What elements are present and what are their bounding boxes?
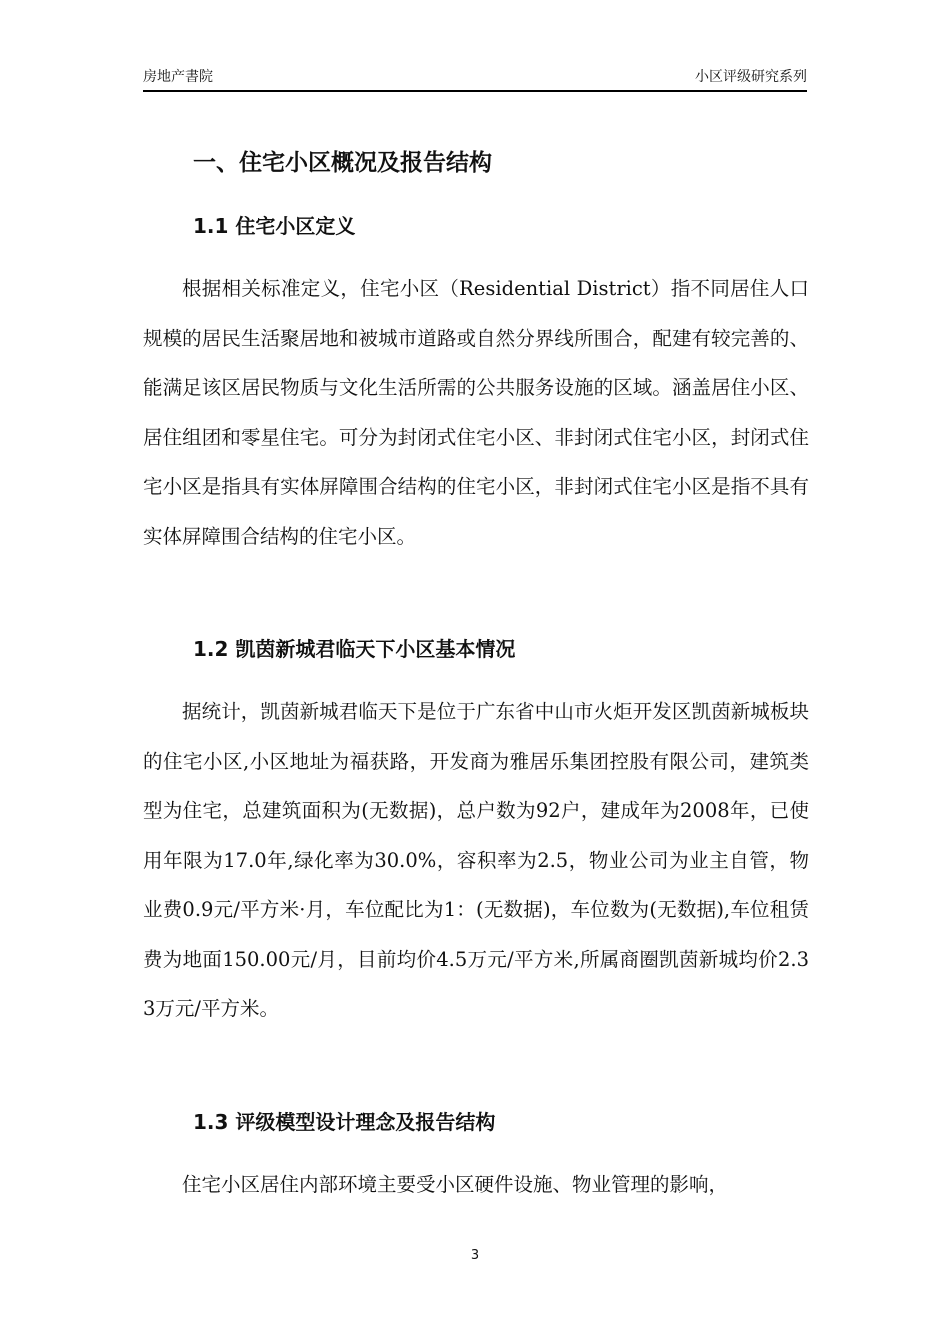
- model-design-paragraph: 住宅小区居住内部环境主要受小区硬件设施、物业管理的影响，: [182, 1173, 729, 1196]
- definition-paragraph: 根据相关标准定义，住宅小区（Residential District）指不同居住人口规模的居民生活聚居地和被城市道路或自然分界线所围合，配建有较完善的、能满足该区居民物质与文化生活所需的公共服务设施的区域。涵盖居住小区、居住组团和零星住宅。可分为封闭式住宅小区、非封闭式住宅小区，封闭式住宅小区是指具有实体屏障围合结构的住宅小区，非封闭式住宅小区是指不具有实体屏障围合结构的住宅小区。: [143, 277, 809, 548]
- section-heading: 一、住宅小区概况及报告结构: [193, 150, 492, 176]
- header-series: 小区评级研究系列: [695, 69, 807, 85]
- subsection-heading-1-3: 1.3 评级模型设计理念及报告结构: [193, 1110, 496, 1134]
- page-number: 3: [470, 1248, 480, 1263]
- page-header: [143, 66, 807, 92]
- subsection-heading-1-2: 1.2 凯茵新城君临天下小区基本情况: [193, 637, 516, 661]
- header-publisher: 房地产書院: [143, 69, 213, 85]
- basic-info-paragraph: 据统计，凯茵新城君临天下是位于广东省中山市火炬开发区凯茵新城板块的住宅小区,小区地址为福获路，开发商为雅居乐集团控股有限公司，建筑类型为住宅，总建筑面积为(无数据)，总户数为92户，建成年为2008年，已使用年限为17.0年,绿化率为30.0%，容积率为2.5，物业公司为业主自管，物业费0.9元/平方米·月，车位配比为1：(无数据)，车位数为(无数据),车位租赁费为地面150.00元/月，目前均价4.5万元/平方米,所属商圈凯茵新城均价2.33万元/平方米。: [143, 700, 809, 1020]
- subsection-heading-1-1: 1.1 住宅小区定义: [193, 214, 356, 238]
